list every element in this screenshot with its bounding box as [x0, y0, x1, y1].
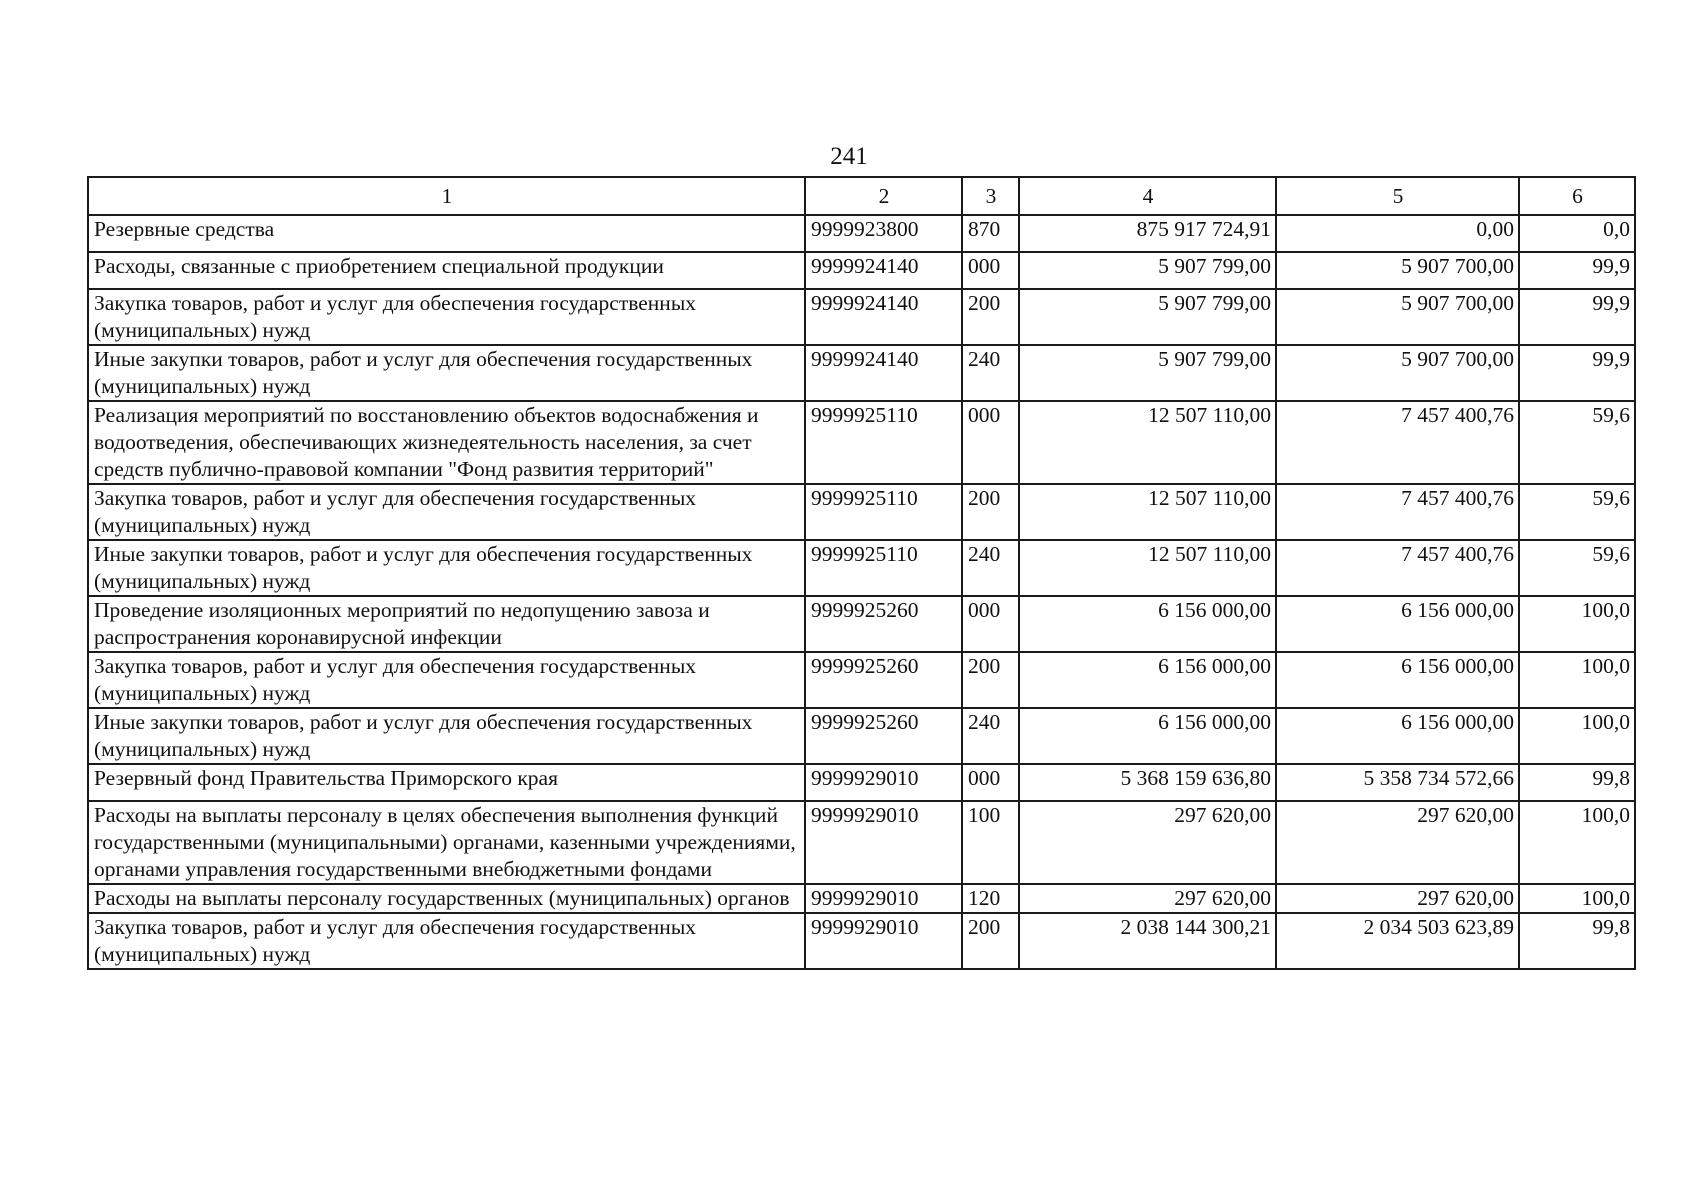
row-percent: 99,9: [1519, 289, 1635, 345]
row-percent: 59,6: [1519, 401, 1635, 484]
row-actual-amount: 5 907 700,00: [1276, 252, 1519, 289]
row-target-code: 9999925260: [805, 596, 962, 652]
budget-table: [87, 176, 1636, 970]
row-actual-amount: 297 620,00: [1276, 801, 1519, 884]
row-expense-kind: 240: [962, 708, 1019, 764]
row-actual-amount: 0,00: [1276, 215, 1519, 252]
column-header-5: 5: [1276, 177, 1519, 215]
row-percent: 59,6: [1519, 484, 1635, 540]
row-actual-amount: 7 457 400,76: [1276, 540, 1519, 596]
row-actual-amount: 7 457 400,76: [1276, 401, 1519, 484]
row-expense-kind: 100: [962, 801, 1019, 884]
table-row: [88, 345, 1635, 401]
row-percent: 100,0: [1519, 801, 1635, 884]
table-row: [88, 596, 1635, 652]
row-actual-amount: 5 358 734 572,66: [1276, 764, 1519, 801]
row-actual-amount: 6 156 000,00: [1276, 708, 1519, 764]
table-row: [88, 652, 1635, 708]
row-target-code: 9999924140: [805, 345, 962, 401]
table-row: [88, 401, 1635, 484]
row-target-code: 9999925110: [805, 401, 962, 484]
table-row: [88, 215, 1635, 252]
row-expense-kind: 000: [962, 401, 1019, 484]
row-planned-amount: 6 156 000,00: [1019, 596, 1276, 652]
row-planned-amount: 12 507 110,00: [1019, 401, 1276, 484]
row-expense-kind: 200: [962, 913, 1019, 969]
row-percent: 99,9: [1519, 345, 1635, 401]
column-header-3: 3: [962, 177, 1019, 215]
row-name: Расходы на выплаты персоналу государственных (муниципальных) органов: [88, 884, 805, 913]
row-percent: 100,0: [1519, 884, 1635, 913]
row-expense-kind: 200: [962, 289, 1019, 345]
table-row: [88, 764, 1635, 801]
row-name: Иные закупки товаров, работ и услуг для обеспечения государственных (муниципальных) нужд: [88, 540, 805, 596]
table-row: [88, 884, 1635, 913]
row-planned-amount: 5 907 799,00: [1019, 345, 1276, 401]
row-actual-amount: 6 156 000,00: [1276, 596, 1519, 652]
row-expense-kind: 000: [962, 596, 1019, 652]
row-planned-amount: 5 907 799,00: [1019, 252, 1276, 289]
row-name: Реализация мероприятий по восстановлению объектов водоснабжения и водоотведения, обеспечивающих жизнедеятельность населения, за счет средств публично-правовой компании "Фонд развития территорий": [88, 401, 805, 484]
row-expense-kind: 240: [962, 345, 1019, 401]
row-name: Расходы на выплаты персоналу в целях обеспечения выполнения функций государственными (муниципальными) органами, казенными учреждениями, органами управления государственными внебюджетными фондами: [88, 801, 805, 884]
row-name: Закупка товаров, работ и услуг для обеспечения государственных (муниципальных) нужд: [88, 652, 805, 708]
row-target-code: 9999923800: [805, 215, 962, 252]
table-row: [88, 708, 1635, 764]
row-name: Иные закупки товаров, работ и услуг для обеспечения государственных (муниципальных) нужд: [88, 708, 805, 764]
row-target-code: 9999925260: [805, 652, 962, 708]
row-percent: 100,0: [1519, 652, 1635, 708]
row-percent: 99,8: [1519, 764, 1635, 801]
row-percent: 100,0: [1519, 596, 1635, 652]
table-row: [88, 289, 1635, 345]
row-target-code: 9999929010: [805, 801, 962, 884]
row-actual-amount: 7 457 400,76: [1276, 484, 1519, 540]
table-row: [88, 540, 1635, 596]
row-expense-kind: 000: [962, 764, 1019, 801]
row-name: Проведение изоляционных мероприятий по недопущению завоза и распространения коронавирусной инфекции: [88, 596, 805, 652]
row-planned-amount: 12 507 110,00: [1019, 484, 1276, 540]
row-expense-kind: 870: [962, 215, 1019, 252]
row-percent: 0,0: [1519, 215, 1635, 252]
row-name: Закупка товаров, работ и услуг для обеспечения государственных (муниципальных) нужд: [88, 289, 805, 345]
table-row: [88, 252, 1635, 289]
row-planned-amount: 297 620,00: [1019, 801, 1276, 884]
row-name: Закупка товаров, работ и услуг для обеспечения государственных (муниципальных) нужд: [88, 913, 805, 969]
row-expense-kind: 200: [962, 484, 1019, 540]
row-name: Иные закупки товаров, работ и услуг для обеспечения государственных (муниципальных) нужд: [88, 345, 805, 401]
row-actual-amount: 297 620,00: [1276, 884, 1519, 913]
row-name: Расходы, связанные с приобретением специальной продукции: [88, 252, 805, 289]
row-target-code: 9999929010: [805, 764, 962, 801]
header-row: [88, 177, 1635, 215]
row-expense-kind: 200: [962, 652, 1019, 708]
row-target-code: 9999924140: [805, 289, 962, 345]
row-percent: 100,0: [1519, 708, 1635, 764]
table-row: [88, 484, 1635, 540]
row-expense-kind: 240: [962, 540, 1019, 596]
row-actual-amount: 5 907 700,00: [1276, 289, 1519, 345]
row-target-code: 9999929010: [805, 884, 962, 913]
row-name: Резервные средства: [88, 215, 805, 252]
row-planned-amount: 297 620,00: [1019, 884, 1276, 913]
row-actual-amount: 6 156 000,00: [1276, 652, 1519, 708]
row-name: Закупка товаров, работ и услуг для обеспечения государственных (муниципальных) нужд: [88, 484, 805, 540]
table-row: [88, 801, 1635, 884]
row-target-code: 9999925110: [805, 540, 962, 596]
row-target-code: 9999925260: [805, 708, 962, 764]
page-number: 241: [830, 143, 868, 170]
row-planned-amount: 875 917 724,91: [1019, 215, 1276, 252]
column-header-1: 1: [88, 177, 805, 215]
row-planned-amount: 2 038 144 300,21: [1019, 913, 1276, 969]
column-header-2: 2: [805, 177, 962, 215]
row-actual-amount: 5 907 700,00: [1276, 345, 1519, 401]
row-percent: 99,8: [1519, 913, 1635, 969]
row-expense-kind: 120: [962, 884, 1019, 913]
row-target-code: 9999929010: [805, 913, 962, 969]
row-expense-kind: 000: [962, 252, 1019, 289]
row-planned-amount: 5 368 159 636,80: [1019, 764, 1276, 801]
row-percent: 59,6: [1519, 540, 1635, 596]
table-row: [88, 913, 1635, 969]
row-name: Резервный фонд Правительства Приморского края: [88, 764, 805, 801]
row-target-code: 9999924140: [805, 252, 962, 289]
row-planned-amount: 6 156 000,00: [1019, 708, 1276, 764]
row-actual-amount: 2 034 503 623,89: [1276, 913, 1519, 969]
row-planned-amount: 6 156 000,00: [1019, 652, 1276, 708]
row-target-code: 9999925110: [805, 484, 962, 540]
column-header-6: 6: [1519, 177, 1635, 215]
row-planned-amount: 12 507 110,00: [1019, 540, 1276, 596]
row-percent: 99,9: [1519, 252, 1635, 289]
row-planned-amount: 5 907 799,00: [1019, 289, 1276, 345]
column-header-4: 4: [1019, 177, 1276, 215]
